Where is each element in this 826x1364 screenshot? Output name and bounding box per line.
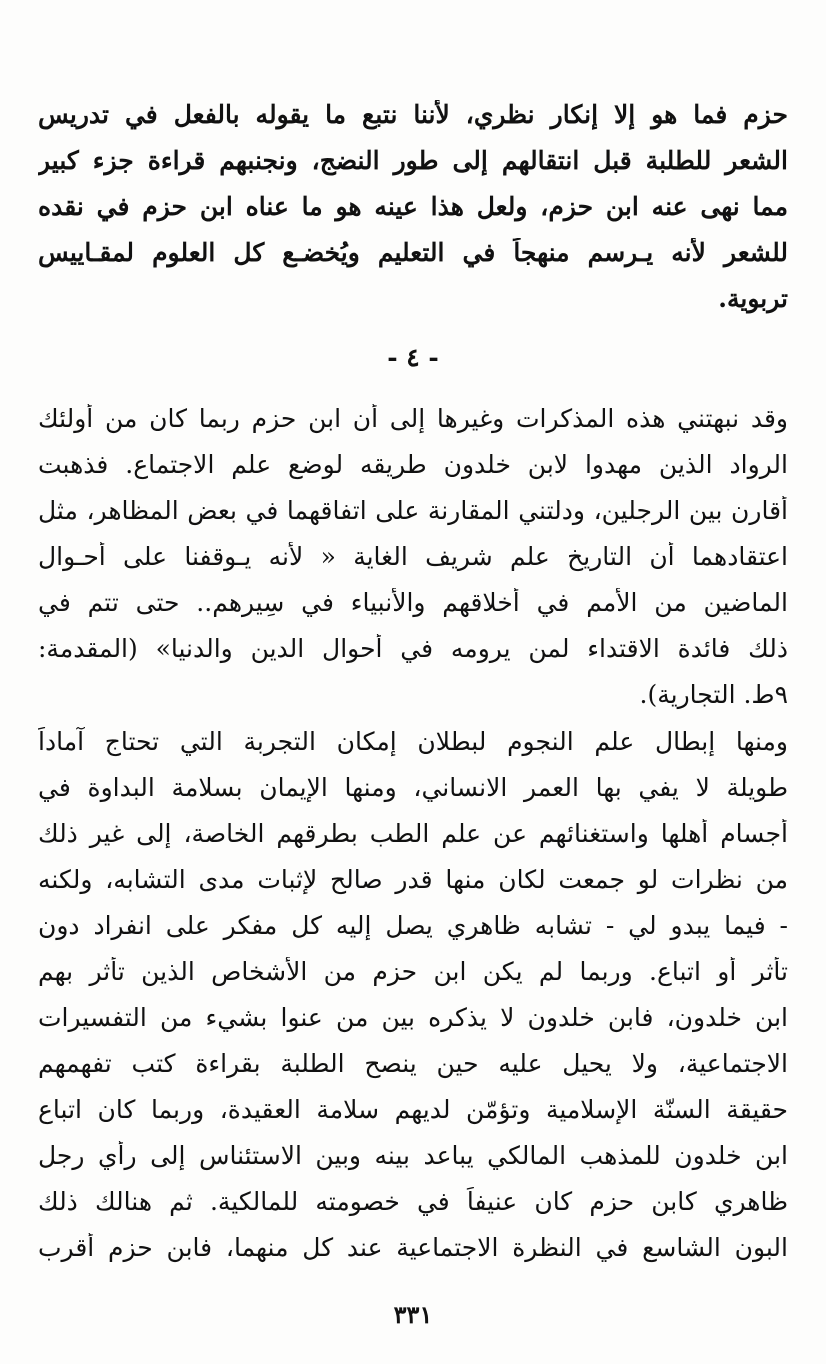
section-number: - ٤ - bbox=[387, 343, 439, 372]
paragraph-1-line-5: تربوية. bbox=[718, 284, 788, 313]
paragraph-3-line-4: من نظرات لو جمعت لكان منها قدر صالح لإثبات مدى التشابه، ولكنه bbox=[38, 865, 788, 894]
paragraph-1-line-4: للشعر لأنه يـرسم منهجاً في التعليم ويُخضـع كل العلوم لمقـاييس bbox=[38, 238, 788, 267]
paragraph-2-line-7: ٩ط. التجارية). bbox=[639, 680, 788, 709]
paragraph-2-line-6: ذلك فائدة الاقتداء لمن يرومه في أحوال الدين والدنيا» (المقدمة: bbox=[38, 634, 788, 663]
paragraph-2-line-3: أقارن بين الرجلين، ودلتني المقارنة على اتفاقهما في بعض المظاهر، مثل bbox=[38, 496, 788, 525]
paragraph-3-line-8: الاجتماعية، ولا يحيل عليه حين ينصح الطلبة بقراءة كتب تفهمهم bbox=[38, 1049, 788, 1078]
paragraph-3-line-3: أجسام أهلها واستغنائهم عن علم الطب بطرقهم الخاصة، إلى غير ذلك bbox=[38, 819, 788, 848]
paragraph-3-line-10: ابن خلدون للمذهب المالكي يباعد بينه وبين الاستئناس إلى رأي رجل bbox=[38, 1141, 788, 1170]
paragraph-3-line-11: ظاهري كابن حزم كان عنيفاً في خصومته للمالكية. ثم هنالك ذلك bbox=[38, 1187, 788, 1216]
paragraph-3-line-5: - فيما يبدو لي - تشابه ظاهري يصل إليه كل مفكر على انفراد دون bbox=[38, 911, 788, 940]
paragraph-3-line-7: ابن خلدون، فابن خلدون لا يذكره بين من عنوا بشيء من التفسيرات bbox=[38, 1003, 788, 1032]
paragraph-3-line-12: البون الشاسع في النظرة الاجتماعية عند كل منهما، فابن حزم أقرب bbox=[38, 1233, 788, 1262]
paragraph-3-line-1: ومنها إبطال علم النجوم لبطلان إمكان التجربة التي تحتاج آماداً bbox=[38, 727, 788, 756]
paragraph-1-line-2: الشعر للطلبة قبل انتقالهم إلى طور النضج، ونجنبهم قراءة جزء كبير bbox=[38, 146, 788, 175]
paragraph-3-line-9: حقيقة السنّة الإسلامية وتؤمّن لديهم سلامة العقيدة، وربما كان اتباع bbox=[38, 1095, 788, 1124]
paragraph-1-line-1: حزم فما هو إلا إنكار نظري، لأننا نتبع ما يقوله بالفعل في تدريس bbox=[38, 100, 788, 129]
paragraph-3-line-6: تأثر أو اتباع. وربما لم يكن ابن حزم من الأشخاص الذين تأثر بهم bbox=[38, 957, 788, 986]
paragraph-2-line-5: الماضين من الأمم في أخلاقهم والأنبياء في سِيرهم.. حتى تتم في bbox=[38, 588, 788, 617]
page-number: ٣٣١ bbox=[393, 1300, 433, 1329]
paragraph-1-line-3: مما نهى عنه ابن حزم، ولعل هذا عينه هو ما عناه ابن حزم في نقده bbox=[38, 192, 788, 221]
paragraph-2-line-1: وقد نبهتني هذه المذكرات وغيرها إلى أن ابن حزم ربما كان من أولئك bbox=[38, 404, 788, 433]
paragraph-2-line-2: الرواد الذين مهدوا لابن خلدون طريقه لوضع علم الاجتماع. فذهبت bbox=[38, 450, 788, 479]
paragraph-2-line-4: اعتقادهما أن التاريخ علم شريف الغاية « لأنه يـوقفنا على أحـوال bbox=[38, 542, 788, 571]
paragraph-3-line-2: طويلة لا يفي بها العمر الانساني، ومنها الإيمان بسلامة البداوة في bbox=[38, 773, 788, 802]
